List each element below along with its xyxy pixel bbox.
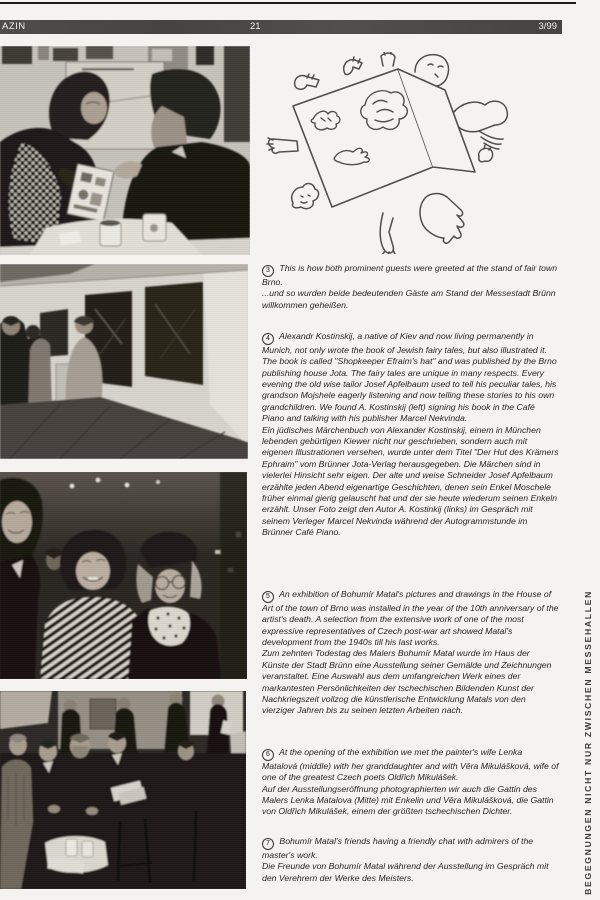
caption-7-english: Bohumír Matal's friends having a friendly chat with admirers of the master's work.: [262, 836, 534, 860]
caption-4: [262, 331, 559, 539]
circled-number-4: 4: [262, 333, 274, 345]
vertical-banner: BEGEGNUNGEN NICHT NUR ZWISCHEN MESSEHALLEN: [583, 590, 593, 895]
caption-7-german: Die Freunde von Bohumír Matal während der Ausstellung im Gespräch mit den Verehrern der Werke des Meisters.: [262, 861, 549, 883]
caption-5: [262, 589, 559, 717]
caption-4-german: Ein jüdisches Märchenbuch von Alexander Kostinskij, einem in München lebenden gebürtigen Kiewer nicht nur geschrieben, sondern auch mit eigenen Illustrationen versehen, wurde unter dem Titel "Der Hut des Krämers Ephraim" vom Brünner Jota-Verlag herausgegeben. Die Märchen sind in vielerlei Hinsicht sehr eigen. Der alte und weise Schneider Josef Apfelbaum erzählte jeden Abend eigenartige Geschichten, denen sein Enkel Moschele früher einmal gierig gelauscht hat und der sie heute wiederum seinen Enkeln erzählt. Unser Foto zeigt den Autor A. Kostinkij (links) im Gespräch mit seinem Verleger Marcel Nekvinda während der Autogrammstunde im Brünner Café Piano.: [262, 424, 559, 538]
caption-5-english: An exhibition of Bohumír Matal's pictures and drawings in the House of Art of the town of Brno was installed in the year of the 10th anniversary of the artist's death. A selection from the extensive work of one of the most expressive representatives of Czech post-war art showed Matal's development from the 1940s till his last works.: [262, 589, 559, 647]
magazine-title-cropped: AZIN: [2, 21, 26, 32]
caption-3-english: This is how both prominent guests were greeted at the stand of fair town Brno.: [262, 263, 558, 287]
caption-5-german: Zum zehnten Todestag des Malers Bohumír Matal wurde im Haus der Künste der Stadt Brünn eine Ausstellung seiner Gemälde und Zeichnungen veranstaltet. Eine Auswahl aus dem umfangreichen Werk eines der markantesten Persönlichkeiten der tschechischen Bildenden Kunst der Nachkriegszeit vollzog die künstlerische Entwicklung Matals von den vierziger Jahren bis zu seinen letzten Arbeiten nach.: [262, 648, 552, 716]
caption-7: [262, 836, 559, 884]
caption-6-german: Auf der Ausstellungseröffnung photographierten wir auch die Gattin des Malers Lenka Matalova (Mitte) mit Enkelin und Věra Mikulášková, die Gattin von Oldřich Mikulášek, einem der größten tschechischen Dichter.: [262, 783, 554, 817]
issue-number: 3/99: [538, 21, 557, 32]
caption-6-english: At the opening of the exhibition we met the painter's wife Lenka Matalová (middle) with her granddaughter and with Věra Mikulášková, wife of one of the greatest Czech poets Oldřich Mikulášek.: [262, 747, 559, 783]
caption-3: [262, 263, 559, 311]
circled-number-5: 5: [262, 591, 274, 603]
caption-3-german: ...und so wurden beide bedeutenden Gäste am Stand der Messestadt Brünn willkommen geheißen.: [262, 288, 556, 310]
circled-number-6: 6: [262, 749, 274, 761]
circled-number-7: 7: [262, 838, 274, 850]
caption-6: [262, 747, 559, 818]
circled-number-3: 3: [262, 265, 274, 277]
caption-4-english: Alexandr Kostinskij, a native of Kiev and now living permanently in Munich, not only wrote the book of Jewish fairy tales, but also illustrated it. The book is called "Shopkeeper Efraim's hat" and was published by the Brno publishing house Jota. The fairy tales are unique in many respects. Every evening the old wise tailor Josef Apfelbaum used to tell his peculiar tales, his grandson Mojshele eagerly listening and now telling these stories to his own grandchildren. We found A. Kostinskij (left) signing his book in the Café Piano and talking with his publisher Marcel Nekvinda.: [262, 331, 557, 424]
page-number: 21: [250, 21, 261, 32]
